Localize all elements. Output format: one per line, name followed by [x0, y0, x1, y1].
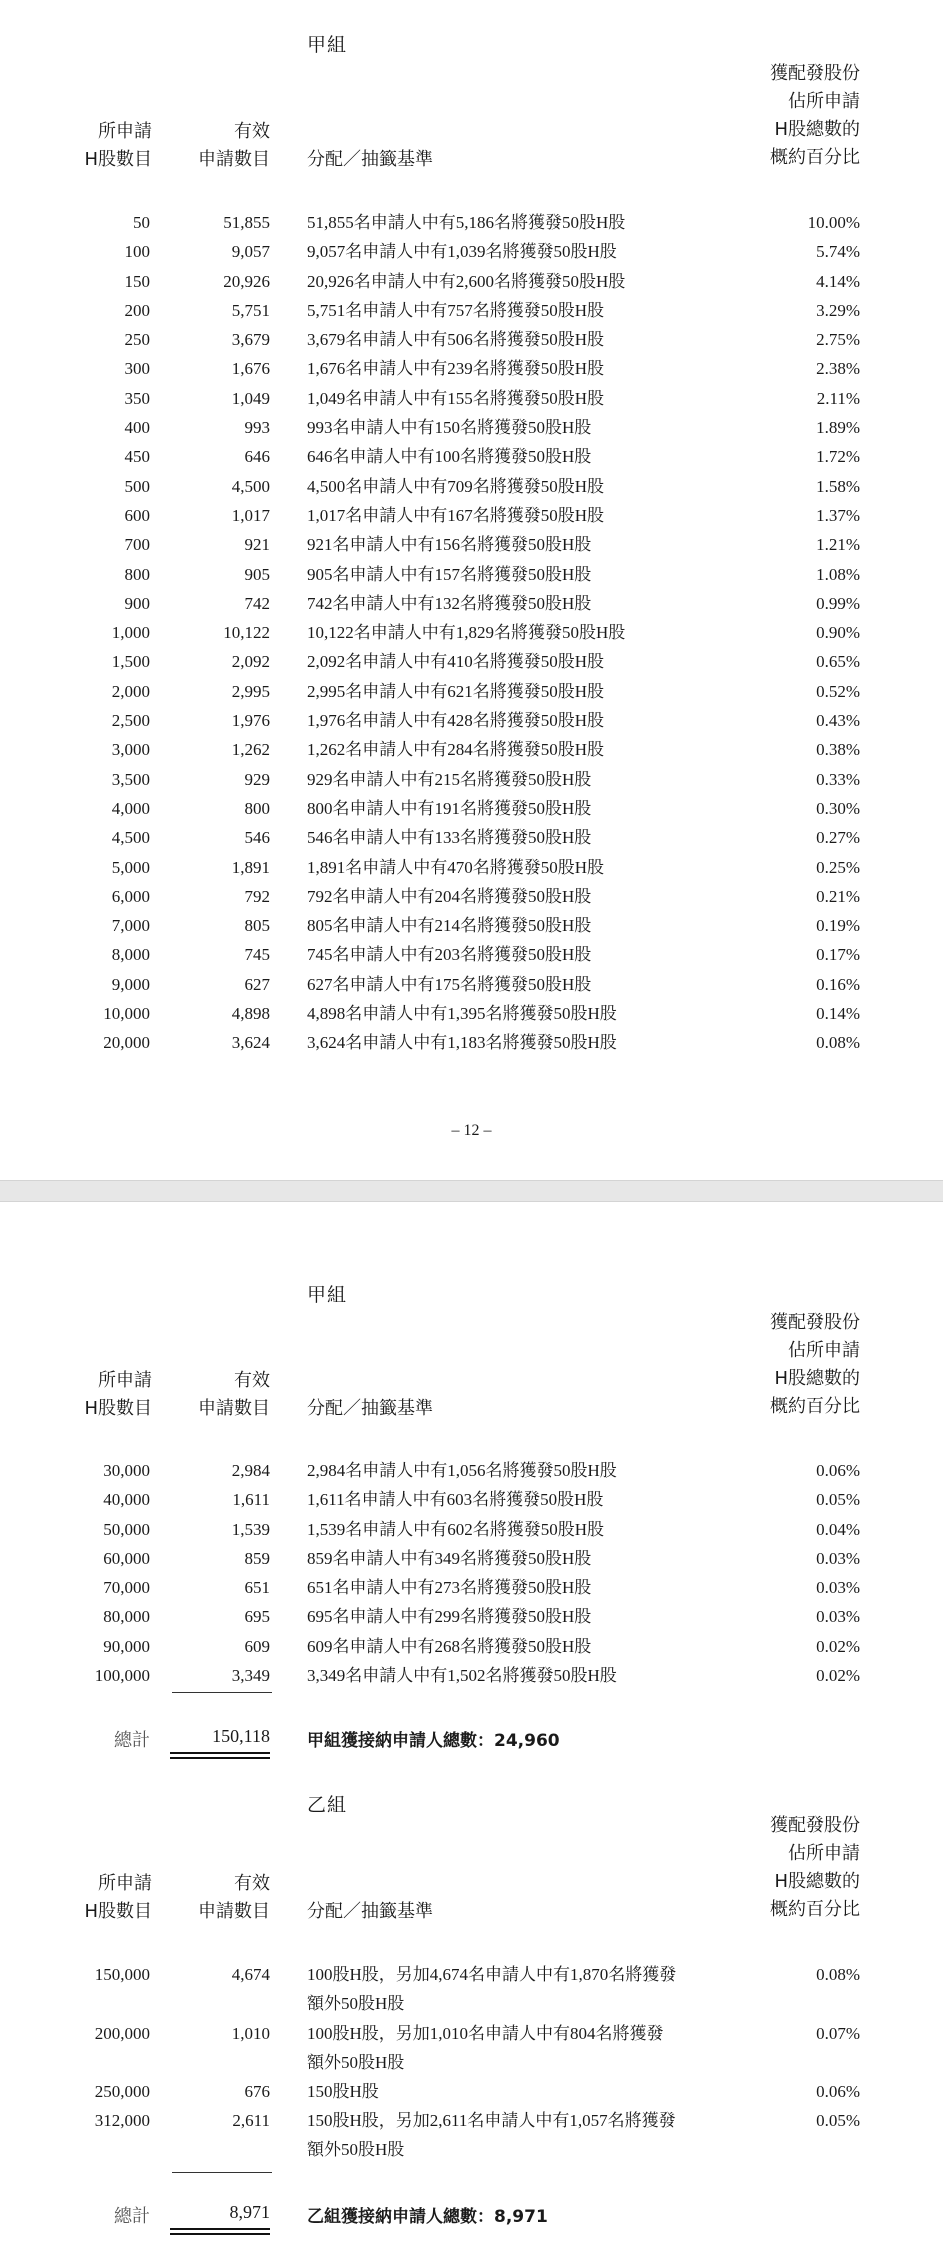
cell-percentage: 0.16% [816, 974, 860, 994]
cell-valid-applications: 929 [244, 769, 270, 789]
table-row [0, 1456, 943, 1485]
table-row [0, 384, 943, 413]
cell-applied-shares: 50 [133, 213, 150, 232]
cell-valid-applications: 3,679 [231, 330, 270, 350]
allocation-table-group-a-part1 [0, 208, 943, 1058]
header-line: 獲配發股份 [770, 1312, 860, 1333]
cell-valid-applications: 4,898 [231, 1004, 270, 1024]
table-row [0, 999, 943, 1028]
cell-applied-shares: 90,000 [103, 1636, 150, 1656]
cell-percentage: 0.05% [816, 2111, 860, 2131]
cell-valid-applications: 3,349 [231, 1666, 270, 1686]
table-row [0, 1028, 943, 1057]
group-b-title: 乙組 [307, 1794, 348, 1816]
cell-applied-shares: 3,500 [111, 769, 150, 789]
header-line: 分配／抽籤基準 [307, 149, 433, 170]
cell-allocation-basis: 10,122名申請人中有1,829名將獲發50股H股 [307, 623, 626, 643]
total-value [170, 1726, 270, 1747]
cell-valid-applications: 695 [244, 1607, 270, 1627]
cell-percentage: 0.08% [816, 1965, 860, 1984]
header-applied-shares [62, 118, 152, 174]
header-line: 所申請 [98, 121, 152, 142]
cell-applied-shares: 50,000 [103, 1519, 150, 1539]
cell-valid-applications: 546 [244, 828, 270, 848]
cell-allocation-basis: 1,049名申請人中有155名將獲發50股H股 [307, 388, 605, 408]
cell-applied-shares: 600 [124, 505, 150, 525]
table-row [0, 1544, 943, 1573]
cell-applied-shares: 250,000 [94, 2082, 150, 2101]
table-row [0, 530, 943, 559]
header-line: 有效 [234, 1370, 270, 1391]
header-line: 分配／抽籤基準 [307, 1901, 433, 1922]
table-row [0, 2077, 943, 2106]
table-row [0, 1960, 943, 2019]
cell-valid-applications: 905 [244, 564, 270, 584]
cell-valid-applications: 1,976 [231, 711, 270, 731]
total-value-text: 8,971 [229, 2202, 270, 2222]
cell-valid-applications: 646 [244, 447, 270, 467]
cell-applied-shares: 150,000 [94, 1965, 150, 1984]
cell-allocation-basis: 993名申請人中有150名將獲發50股H股 [307, 418, 592, 438]
cell-percentage: 1.08% [816, 564, 860, 584]
cell-allocation-basis: 546名申請人中有133名將獲發50股H股 [307, 828, 592, 848]
cell-applied-shares: 300 [124, 359, 150, 379]
cell-valid-applications: 792 [244, 886, 270, 906]
cell-applied-shares: 60,000 [103, 1548, 150, 1568]
header-percentage [700, 60, 860, 172]
cell-applied-shares: 500 [124, 476, 150, 496]
table-row [0, 2106, 943, 2165]
cell-allocation-basis: 742名申請人中有132名將獲發50股H股 [307, 593, 592, 613]
cell-percentage: 4.14% [816, 271, 860, 291]
cell-allocation-basis: 805名申請人中有214名將獲發50股H股 [307, 916, 592, 936]
basis-line: 額外50股H股 [307, 2052, 405, 2072]
subtotal-rule [172, 2172, 272, 2173]
header-line: 佔所申請 [788, 1843, 860, 1864]
header-allocation-basis [307, 1395, 433, 1423]
cell-valid-applications: 1,049 [231, 388, 270, 408]
cell-allocation-basis: 4,500名申請人中有709名將獲發50股H股 [307, 476, 605, 496]
table-row [0, 1602, 943, 1631]
cell-valid-applications: 2,984 [231, 1461, 270, 1480]
cell-percentage: 0.33% [816, 769, 860, 789]
header-line: H股數目 [84, 1901, 152, 1922]
cell-percentage: 0.04% [816, 1519, 860, 1539]
cell-valid-applications: 1,010 [231, 2023, 270, 2043]
cell-percentage: 0.02% [816, 1666, 860, 1686]
table-row [0, 267, 943, 296]
cell-percentage: 0.02% [816, 1636, 860, 1656]
table-row [0, 618, 943, 647]
table-row [0, 325, 943, 354]
cell-allocation-basis: 1,676名申請人中有239名將獲發50股H股 [307, 359, 605, 379]
cell-valid-applications: 805 [244, 916, 270, 936]
cell-allocation-basis: 3,679名申請人中有506名將獲發50股H股 [307, 330, 605, 350]
header-applied-shares [62, 1367, 152, 1423]
cell-allocation-basis: 2,092名申請人中有410名將獲發50股H股 [307, 652, 605, 672]
cell-percentage: 0.30% [816, 798, 860, 818]
cell-percentage: 0.27% [816, 828, 860, 848]
table-row [0, 501, 943, 530]
cell-percentage: 0.08% [816, 1033, 860, 1053]
table-row [0, 735, 943, 764]
cell-applied-shares: 350 [124, 388, 150, 408]
cell-allocation-basis: 792名申請人中有204名將獲發50股H股 [307, 886, 592, 906]
table-row [0, 442, 943, 471]
cell-applied-shares: 400 [124, 418, 150, 438]
table-row [0, 647, 943, 676]
cell-valid-applications: 9,057 [231, 242, 270, 262]
allocation-table-group-b [0, 1960, 943, 2165]
cell-percentage: 0.06% [816, 1461, 860, 1480]
cell-percentage: 1.58% [816, 476, 860, 496]
header-line: 概約百分比 [770, 147, 860, 168]
basis-line: 150股H股，另加2,611名申請人中有1,057名將獲發 [307, 2111, 676, 2131]
table-row [0, 560, 943, 589]
cell-applied-shares: 1,500 [111, 652, 150, 672]
cell-percentage: 1.37% [816, 505, 860, 525]
cell-valid-applications: 20,926 [223, 271, 270, 291]
cell-valid-applications: 51,855 [223, 213, 270, 232]
header-line: 概約百分比 [770, 1396, 860, 1417]
cell-applied-shares: 20,000 [103, 1033, 150, 1053]
cell-percentage: 0.21% [816, 886, 860, 906]
document-page-13 [0, 1202, 943, 2249]
cell-valid-applications: 10,122 [223, 623, 270, 643]
cell-valid-applications: 651 [244, 1578, 270, 1598]
subtotal-rule [172, 1692, 272, 1693]
header-applied-shares [62, 1870, 152, 1926]
table-row [0, 413, 943, 442]
cell-allocation-basis: 695名申請人中有299名將獲發50股H股 [307, 1607, 592, 1627]
group-a-title: 甲組 [307, 1284, 348, 1306]
cell-percentage: 1.89% [816, 418, 860, 438]
cell-valid-applications: 609 [244, 1636, 270, 1656]
cell-valid-applications: 1,676 [231, 359, 270, 379]
cell-allocation-basis: 5,751名申請人中有757名將獲發50股H股 [307, 300, 605, 320]
cell-allocation-basis: 9,057名申請人中有1,039名將獲發50股H股 [307, 242, 617, 262]
table-row [0, 765, 943, 794]
table-row [0, 823, 943, 852]
cell-allocation-basis: 859名申請人中有349名將獲發50股H股 [307, 1548, 592, 1568]
header-line: H股數目 [84, 1398, 152, 1419]
header-line: 申請數目 [198, 1398, 270, 1419]
cell-applied-shares: 700 [124, 535, 150, 555]
group-a-accepted-total: 甲組獲接納申請人總數：24,960 [307, 1731, 560, 1751]
table-row [0, 354, 943, 383]
cell-allocation-basis: 1,976名申請人中有428名將獲發50股H股 [307, 711, 605, 731]
header-line: H股數目 [84, 149, 152, 170]
cell-valid-applications: 1,891 [231, 857, 270, 877]
cell-allocation-basis: 3,349名申請人中有1,502名將獲發50股H股 [307, 1666, 617, 1686]
cell-valid-applications: 800 [244, 798, 270, 818]
page-number: – 12 – [451, 1122, 492, 1139]
header-line: 有效 [234, 1873, 270, 1894]
table-row [0, 208, 943, 237]
cell-percentage: 0.38% [816, 740, 860, 760]
double-underline [170, 1757, 270, 1759]
cell-percentage: 0.43% [816, 711, 860, 731]
cell-valid-applications: 3,624 [231, 1033, 270, 1053]
cell-allocation-basis: 1,611名申請人中有603名將獲發50股H股 [307, 1490, 604, 1510]
cell-percentage: 1.72% [816, 447, 860, 467]
table-row [0, 794, 943, 823]
double-underline [170, 2233, 270, 2235]
table-row [0, 472, 943, 501]
group-a-title: 甲組 [307, 34, 348, 56]
cell-applied-shares: 6,000 [111, 886, 150, 906]
group-a-total [0, 1726, 943, 1762]
header-line: 佔所申請 [788, 1340, 860, 1361]
cell-allocation-basis [307, 2077, 757, 2106]
basis-line: 額外50股H股 [307, 2140, 405, 2160]
header-line: 有效 [234, 121, 270, 142]
cell-applied-shares: 200 [124, 300, 150, 320]
total-value [170, 2202, 270, 2223]
cell-valid-applications: 2,995 [231, 681, 270, 701]
double-underline [170, 1752, 270, 1754]
cell-allocation-basis [307, 2019, 757, 2077]
cell-allocation-basis: 905名申請人中有157名將獲發50股H股 [307, 564, 592, 584]
cell-percentage: 3.29% [816, 300, 860, 320]
header-line: 申請數目 [198, 1901, 270, 1922]
total-label: 總計 [114, 2206, 150, 2227]
table-row [0, 677, 943, 706]
table-row [0, 1485, 943, 1514]
cell-allocation-basis: 646名申請人中有100名將獲發50股H股 [307, 447, 592, 467]
basis-line: 100股H股，另加1,010名申請人中有804名將獲發 [307, 2023, 664, 2043]
cell-allocation-basis: 800名申請人中有191名將獲發50股H股 [307, 798, 592, 818]
cell-applied-shares: 70,000 [103, 1578, 150, 1598]
cell-percentage: 0.03% [816, 1548, 860, 1568]
cell-percentage: 10.00% [807, 213, 860, 232]
cell-applied-shares: 450 [124, 447, 150, 467]
basis-line: 額外50股H股 [307, 1994, 405, 2013]
cell-percentage: 2.11% [816, 388, 860, 408]
cell-percentage: 0.52% [816, 681, 860, 701]
cell-percentage: 0.14% [816, 1004, 860, 1024]
header-line: H股總數的 [774, 119, 860, 140]
header-line: 概約百分比 [770, 1899, 860, 1920]
cell-applied-shares: 10,000 [103, 1004, 150, 1024]
cell-percentage: 0.03% [816, 1578, 860, 1598]
cell-allocation-basis: 4,898名申請人中有1,395名將獲發50股H股 [307, 1004, 617, 1024]
cell-valid-applications: 627 [244, 974, 270, 994]
cell-valid-applications: 745 [244, 945, 270, 965]
cell-applied-shares: 312,000 [94, 2111, 150, 2131]
double-underline [170, 2228, 270, 2230]
table-row [0, 882, 943, 911]
cell-applied-shares: 3,000 [111, 740, 150, 760]
cell-applied-shares: 30,000 [103, 1461, 150, 1480]
cell-allocation-basis: 1,017名申請人中有167名將獲發50股H股 [307, 505, 605, 525]
cell-valid-applications: 2,092 [231, 652, 270, 672]
cell-allocation-basis: 20,926名申請人中有2,600名將獲發50股H股 [307, 271, 626, 291]
cell-applied-shares: 1,000 [111, 623, 150, 643]
header-line: 申請數目 [198, 149, 270, 170]
header-line: 所申請 [98, 1370, 152, 1391]
table-row [0, 296, 943, 325]
cell-applied-shares: 4,000 [111, 798, 150, 818]
header-allocation-basis [307, 1898, 433, 1926]
cell-percentage: 0.19% [816, 916, 860, 936]
cell-allocation-basis [307, 2106, 757, 2164]
table-row [0, 911, 943, 940]
table-row [0, 2019, 943, 2078]
cell-percentage: 0.03% [816, 1607, 860, 1627]
header-line: 獲配發股份 [770, 63, 860, 84]
header-valid-applications [178, 1367, 270, 1423]
cell-valid-applications: 993 [244, 418, 270, 438]
header-line: 佔所申請 [788, 91, 860, 112]
cell-percentage: 0.06% [816, 2082, 860, 2101]
group-b-accepted-total: 乙組獲接納申請人總數：8,971 [307, 2207, 548, 2227]
cell-allocation-basis: 609名申請人中有268名將獲發50股H股 [307, 1636, 592, 1656]
cell-applied-shares: 800 [124, 564, 150, 584]
cell-allocation-basis: 651名申請人中有273名將獲發50股H股 [307, 1578, 592, 1598]
table-row [0, 970, 943, 999]
cell-applied-shares: 100 [124, 242, 150, 262]
page-separator [0, 1180, 943, 1202]
header-line: H股總數的 [774, 1368, 860, 1389]
header-allocation-basis [307, 146, 433, 174]
cell-percentage: 0.99% [816, 593, 860, 613]
table-row [0, 1573, 943, 1602]
cell-percentage: 2.38% [816, 359, 860, 379]
header-line: H股總數的 [774, 1871, 860, 1892]
cell-allocation-basis: 921名申請人中有156名將獲發50股H股 [307, 535, 592, 555]
header-line: 獲配發股份 [770, 1815, 860, 1836]
cell-applied-shares: 900 [124, 593, 150, 613]
cell-percentage: 0.90% [816, 623, 860, 643]
cell-applied-shares: 7,000 [111, 916, 150, 936]
header-percentage [700, 1812, 860, 1924]
cell-valid-applications: 4,500 [231, 476, 270, 496]
header-line: 分配／抽籤基準 [307, 1398, 433, 1419]
header-valid-applications [178, 1870, 270, 1926]
cell-valid-applications: 859 [244, 1548, 270, 1568]
table-row [0, 940, 943, 969]
cell-allocation-basis [307, 1960, 757, 2018]
cell-allocation-basis: 2,995名申請人中有621名將獲發50股H股 [307, 681, 605, 701]
cell-allocation-basis: 745名申請人中有203名將獲發50股H股 [307, 945, 592, 965]
cell-valid-applications: 2,611 [232, 2111, 270, 2131]
cell-applied-shares: 2,000 [111, 681, 150, 701]
cell-applied-shares: 8,000 [111, 945, 150, 965]
header-valid-applications [178, 118, 270, 174]
cell-applied-shares: 5,000 [111, 857, 150, 877]
cell-applied-shares: 150 [124, 271, 150, 291]
cell-allocation-basis: 3,624名申請人中有1,183名將獲發50股H股 [307, 1033, 617, 1053]
basis-line: 150股H股 [307, 2082, 379, 2101]
allocation-table-group-a-part2 [0, 1456, 943, 1690]
cell-allocation-basis: 51,855名申請人中有5,186名將獲發50股H股 [307, 213, 626, 232]
cell-applied-shares: 9,000 [111, 974, 150, 994]
cell-percentage: 0.65% [816, 652, 860, 672]
cell-valid-applications: 1,017 [231, 505, 270, 525]
cell-allocation-basis: 1,539名申請人中有602名將獲發50股H股 [307, 1519, 605, 1539]
cell-applied-shares: 2,500 [111, 711, 150, 731]
basis-line: 100股H股，另加4,674名申請人中有1,870名將獲發 [307, 1965, 677, 1984]
group-b-total [0, 2202, 943, 2238]
cell-valid-applications: 1,539 [231, 1519, 270, 1539]
cell-percentage: 2.75% [816, 330, 860, 350]
cell-percentage: 0.05% [816, 1490, 860, 1510]
cell-applied-shares: 100,000 [94, 1666, 150, 1686]
table-row [0, 237, 943, 266]
cell-valid-applications: 1,611 [232, 1490, 270, 1510]
cell-allocation-basis: 627名申請人中有175名將獲發50股H股 [307, 974, 592, 994]
cell-valid-applications: 5,751 [231, 300, 270, 320]
table-row [0, 1632, 943, 1661]
total-value-text: 150,118 [212, 1726, 270, 1746]
cell-allocation-basis: 929名申請人中有215名將獲發50股H股 [307, 769, 592, 789]
cell-applied-shares: 40,000 [103, 1490, 150, 1510]
cell-percentage: 0.25% [816, 857, 860, 877]
table-row [0, 1515, 943, 1544]
cell-percentage: 1.21% [816, 535, 860, 555]
cell-valid-applications: 742 [244, 593, 270, 613]
cell-applied-shares: 80,000 [103, 1607, 150, 1627]
table-row [0, 1661, 943, 1690]
cell-allocation-basis: 1,891名申請人中有470名將獲發50股H股 [307, 857, 605, 877]
table-row [0, 706, 943, 735]
cell-valid-applications: 676 [244, 2082, 270, 2101]
cell-applied-shares: 4,500 [111, 828, 150, 848]
cell-valid-applications: 921 [244, 535, 270, 555]
table-row [0, 589, 943, 618]
header-percentage [700, 1309, 860, 1421]
cell-allocation-basis: 2,984名申請人中有1,056名將獲發50股H股 [307, 1461, 617, 1480]
cell-applied-shares: 250 [124, 330, 150, 350]
cell-percentage: 0.17% [816, 945, 860, 965]
cell-allocation-basis: 1,262名申請人中有284名將獲發50股H股 [307, 740, 605, 760]
table-row [0, 853, 943, 882]
header-line: 所申請 [98, 1873, 152, 1894]
cell-valid-applications: 4,674 [231, 1965, 270, 1984]
cell-applied-shares: 200,000 [94, 2023, 150, 2043]
cell-valid-applications: 1,262 [231, 740, 270, 760]
total-label: 總計 [114, 1730, 150, 1751]
cell-percentage: 5.74% [816, 242, 860, 262]
cell-percentage: 0.07% [816, 2023, 860, 2043]
